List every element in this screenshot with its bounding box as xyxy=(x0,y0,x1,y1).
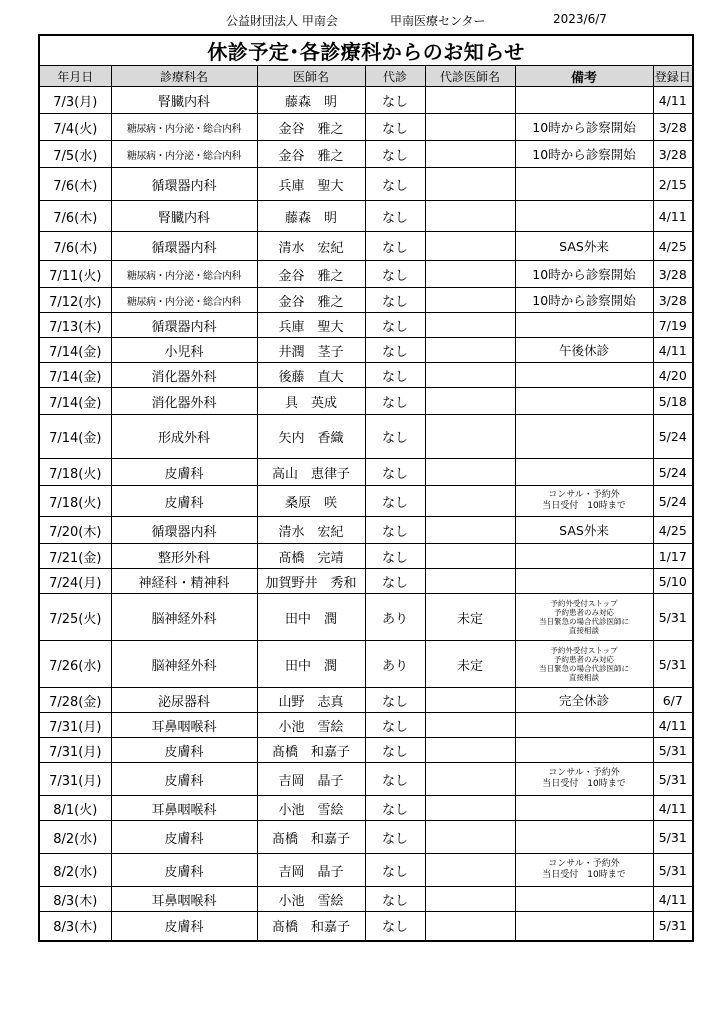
cell-registered: 5/31 xyxy=(653,821,693,854)
cell-substitute-doctor xyxy=(425,232,515,261)
cell-registered: 2/15 xyxy=(653,168,693,201)
cell-registered: 3/28 xyxy=(653,261,693,288)
cell-department: 耳鼻咽喉科 xyxy=(111,713,257,738)
cell-substitute-doctor xyxy=(425,821,515,854)
cell-remarks xyxy=(515,486,653,517)
cell-doctor: 髙橋 和嘉子 xyxy=(257,821,365,854)
cell-substitute: なし xyxy=(365,763,425,796)
cell-department: 耳鼻咽喉科 xyxy=(111,887,257,912)
table-body xyxy=(39,87,693,941)
cell-department: 腎臓内科 xyxy=(111,201,257,232)
remarks-line: 当日緊急の場合代診医師に xyxy=(539,664,629,673)
cell-remarks xyxy=(515,688,653,713)
table-row xyxy=(39,854,693,887)
cell-substitute: なし xyxy=(365,544,425,569)
cell-substitute: なし xyxy=(365,796,425,821)
cell-remarks xyxy=(515,594,653,641)
cell-department: 循環器内科 xyxy=(111,313,257,338)
remarks-line: 当日緊急の場合代診医師に xyxy=(539,617,629,626)
table-row xyxy=(39,796,693,821)
cell-substitute: なし xyxy=(365,313,425,338)
cell-doctor: 髙橋 完靖 xyxy=(257,544,365,569)
cell-substitute-doctor xyxy=(425,313,515,338)
cell-department: 脳神経外科 xyxy=(111,594,257,641)
center-name: 甲南医療センター xyxy=(390,14,486,28)
cell-date: 7/4(火) xyxy=(39,114,111,141)
cell-substitute-doctor xyxy=(425,912,515,941)
cell-substitute: なし xyxy=(365,261,425,288)
cell-substitute: なし xyxy=(365,854,425,887)
table-row xyxy=(39,261,693,288)
cell-registered: 4/25 xyxy=(653,517,693,544)
cell-substitute-doctor: 未定 xyxy=(425,641,515,688)
cell-department: 耳鼻咽喉科 xyxy=(111,796,257,821)
cell-remarks xyxy=(515,569,653,594)
cell-substitute: なし xyxy=(365,114,425,141)
cell-registered: 5/31 xyxy=(653,641,693,688)
cell-department: 糖尿病・内分泌・総合内科 xyxy=(111,288,257,313)
cell-registered: 7/19 xyxy=(653,313,693,338)
cell-date: 7/26(水) xyxy=(39,641,111,688)
remarks-line: 予約患者のみ対応 xyxy=(554,655,614,664)
table-row xyxy=(39,201,693,232)
cell-department: 皮膚科 xyxy=(111,912,257,941)
cell-date: 8/1(火) xyxy=(39,796,111,821)
cell-registered: 1/17 xyxy=(653,544,693,569)
cell-date: 8/2(水) xyxy=(39,854,111,887)
cell-doctor: 清水 宏紀 xyxy=(257,232,365,261)
remarks-line: 当日受付 10時まで xyxy=(542,870,626,880)
cell-substitute-doctor xyxy=(425,738,515,763)
cell-registered: 4/11 xyxy=(653,713,693,738)
cell-date: 7/13(木) xyxy=(39,313,111,338)
cell-department: 皮膚科 xyxy=(111,763,257,796)
remarks-line: SAS外来 xyxy=(559,523,609,538)
cell-department: 皮膚科 xyxy=(111,854,257,887)
cell-registered: 4/11 xyxy=(653,887,693,912)
cell-substitute: なし xyxy=(365,486,425,517)
cell-doctor: 小池 雪絵 xyxy=(257,796,365,821)
cell-substitute: なし xyxy=(365,738,425,763)
cell-date: 7/18(火) xyxy=(39,459,111,486)
table-row xyxy=(39,168,693,201)
cell-remarks xyxy=(515,796,653,821)
cell-substitute: なし xyxy=(365,887,425,912)
cell-registered: 3/28 xyxy=(653,141,693,168)
cell-substitute-doctor xyxy=(425,887,515,912)
cell-substitute-doctor xyxy=(425,363,515,388)
cell-substitute: なし xyxy=(365,517,425,544)
cell-department: 整形外科 xyxy=(111,544,257,569)
cell-substitute: なし xyxy=(365,688,425,713)
cell-doctor: 小池 雪絵 xyxy=(257,713,365,738)
cell-registered: 5/31 xyxy=(653,738,693,763)
cell-doctor: 具 英成 xyxy=(257,388,365,415)
cell-substitute-doctor xyxy=(425,338,515,363)
schedule-table xyxy=(38,34,694,942)
cell-substitute-doctor xyxy=(425,459,515,486)
cell-substitute-doctor: 未定 xyxy=(425,594,515,641)
cell-department: 皮膚科 xyxy=(111,821,257,854)
remarks-line: 午後休診 xyxy=(558,343,609,358)
cell-remarks xyxy=(515,821,653,854)
cell-substitute: なし xyxy=(365,87,425,114)
cell-registered: 5/10 xyxy=(653,569,693,594)
cell-date: 7/31(月) xyxy=(39,738,111,763)
cell-department: 循環器内科 xyxy=(111,232,257,261)
remarks-line: 直接相談 xyxy=(569,673,599,682)
column-header-date: 年月日 xyxy=(39,66,111,87)
cell-doctor: 兵庫 聖大 xyxy=(257,168,365,201)
cell-doctor: 小池 雪絵 xyxy=(257,887,365,912)
table-row xyxy=(39,887,693,912)
cell-department: 皮膚科 xyxy=(111,459,257,486)
cell-substitute: なし xyxy=(365,201,425,232)
cell-substitute: なし xyxy=(365,338,425,363)
cell-remarks xyxy=(515,459,653,486)
remarks-line: 予約外受付ストップ xyxy=(550,646,618,655)
cell-registered: 4/25 xyxy=(653,232,693,261)
cell-date: 7/14(金) xyxy=(39,388,111,415)
cell-registered: 5/24 xyxy=(653,459,693,486)
table-row xyxy=(39,459,693,486)
table-row xyxy=(39,363,693,388)
remarks-line: 予約外受付ストップ xyxy=(550,599,618,608)
cell-substitute: なし xyxy=(365,415,425,459)
cell-substitute-doctor xyxy=(425,796,515,821)
cell-remarks xyxy=(515,388,653,415)
cell-department: 消化器外科 xyxy=(111,363,257,388)
cell-remarks xyxy=(515,87,653,114)
cell-registered: 4/11 xyxy=(653,796,693,821)
cell-registered: 5/31 xyxy=(653,763,693,796)
cell-department: 泌尿器科 xyxy=(111,688,257,713)
cell-substitute-doctor xyxy=(425,713,515,738)
cell-date: 7/11(火) xyxy=(39,261,111,288)
cell-date: 7/18(火) xyxy=(39,486,111,517)
cell-remarks xyxy=(515,713,653,738)
cell-registered: 5/31 xyxy=(653,594,693,641)
document-date: 2023/6/7 xyxy=(553,12,607,26)
cell-substitute-doctor xyxy=(425,688,515,713)
table-row xyxy=(39,388,693,415)
cell-remarks xyxy=(515,313,653,338)
cell-department: 循環器内科 xyxy=(111,517,257,544)
cell-date: 7/5(水) xyxy=(39,141,111,168)
cell-doctor: 矢内 香織 xyxy=(257,415,365,459)
cell-doctor: 加賀野井 秀和 xyxy=(257,569,365,594)
cell-department: 皮膚科 xyxy=(111,738,257,763)
cell-substitute: なし xyxy=(365,232,425,261)
cell-remarks xyxy=(515,201,653,232)
cell-substitute: なし xyxy=(365,821,425,854)
cell-date: 7/6(木) xyxy=(39,168,111,201)
cell-date: 7/31(月) xyxy=(39,713,111,738)
table-row xyxy=(39,114,693,141)
column-header-substitute-doctor: 代診医師名 xyxy=(425,66,515,87)
cell-date: 7/6(木) xyxy=(39,232,111,261)
column-header-registered: 登録日 xyxy=(653,66,693,87)
cell-substitute-doctor xyxy=(425,288,515,313)
remarks-line: 当日受付 10時まで xyxy=(542,501,626,511)
cell-department: 糖尿病・内分泌・総合内科 xyxy=(111,141,257,168)
table-row xyxy=(39,87,693,114)
cell-substitute-doctor xyxy=(425,141,515,168)
cell-doctor: 井潤 茎子 xyxy=(257,338,365,363)
cell-date: 7/6(木) xyxy=(39,201,111,232)
column-header-remarks: 備考 xyxy=(515,66,653,87)
cell-substitute-doctor xyxy=(425,114,515,141)
cell-doctor: 金谷 雅之 xyxy=(257,114,365,141)
remarks-line: 10時から診察開始 xyxy=(532,147,636,162)
cell-date: 7/14(金) xyxy=(39,415,111,459)
cell-substitute-doctor xyxy=(425,569,515,594)
cell-date: 7/14(金) xyxy=(39,363,111,388)
cell-department: 腎臓内科 xyxy=(111,87,257,114)
cell-registered: 5/24 xyxy=(653,415,693,459)
cell-substitute-doctor xyxy=(425,261,515,288)
cell-doctor: 田中 潤 xyxy=(257,594,365,641)
cell-doctor: 藤森 明 xyxy=(257,201,365,232)
cell-date: 7/31(月) xyxy=(39,763,111,796)
table-row xyxy=(39,738,693,763)
cell-remarks xyxy=(515,641,653,688)
cell-date: 7/12(水) xyxy=(39,288,111,313)
cell-remarks xyxy=(515,738,653,763)
cell-substitute-doctor xyxy=(425,168,515,201)
cell-doctor: 桑原 咲 xyxy=(257,486,365,517)
cell-remarks xyxy=(515,141,653,168)
cell-department: 形成外科 xyxy=(111,415,257,459)
cell-doctor: 後藤 直大 xyxy=(257,363,365,388)
table-row xyxy=(39,486,693,517)
table-row xyxy=(39,232,693,261)
cell-substitute-doctor xyxy=(425,854,515,887)
cell-department: 循環器内科 xyxy=(111,168,257,201)
cell-date: 8/3(木) xyxy=(39,912,111,941)
cell-date: 8/2(水) xyxy=(39,821,111,854)
column-header-substitute: 代診 xyxy=(365,66,425,87)
cell-registered: 3/28 xyxy=(653,114,693,141)
cell-remarks xyxy=(515,415,653,459)
cell-remarks xyxy=(515,763,653,796)
cell-registered: 4/11 xyxy=(653,338,693,363)
cell-remarks xyxy=(515,854,653,887)
cell-doctor: 金谷 雅之 xyxy=(257,141,365,168)
cell-department: 皮膚科 xyxy=(111,486,257,517)
table-row xyxy=(39,415,693,459)
table-row xyxy=(39,821,693,854)
cell-doctor: 兵庫 聖大 xyxy=(257,313,365,338)
table-row xyxy=(39,641,693,688)
cell-substitute: なし xyxy=(365,459,425,486)
cell-doctor: 高山 恵律子 xyxy=(257,459,365,486)
cell-registered: 6/7 xyxy=(653,688,693,713)
cell-doctor: 藤森 明 xyxy=(257,87,365,114)
cell-registered: 5/31 xyxy=(653,854,693,887)
cell-doctor: 田中 潤 xyxy=(257,641,365,688)
cell-date: 7/21(金) xyxy=(39,544,111,569)
cell-remarks xyxy=(515,544,653,569)
table-row xyxy=(39,688,693,713)
document-header xyxy=(0,12,724,32)
cell-department: 糖尿病・内分泌・総合内科 xyxy=(111,261,257,288)
cell-substitute-doctor xyxy=(425,763,515,796)
cell-registered: 5/18 xyxy=(653,388,693,415)
table-row xyxy=(39,544,693,569)
cell-department: 脳神経外科 xyxy=(111,641,257,688)
cell-registered: 4/11 xyxy=(653,87,693,114)
cell-registered: 5/24 xyxy=(653,486,693,517)
cell-remarks xyxy=(515,288,653,313)
remarks-line: コンサル・予約外 xyxy=(548,490,620,500)
remarks-line: コンサル・予約外 xyxy=(548,859,620,869)
cell-substitute-doctor xyxy=(425,388,515,415)
table-row xyxy=(39,763,693,796)
cell-department: 糖尿病・内分泌・総合内科 xyxy=(111,114,257,141)
table-row xyxy=(39,141,693,168)
cell-date: 7/14(金) xyxy=(39,338,111,363)
cell-substitute-doctor xyxy=(425,87,515,114)
cell-doctor: 吉岡 晶子 xyxy=(257,854,365,887)
cell-substitute: なし xyxy=(365,912,425,941)
remarks-line: 予約患者のみ対応 xyxy=(554,608,614,617)
remarks-line: 完全休診 xyxy=(558,693,609,708)
cell-remarks xyxy=(515,232,653,261)
table-row xyxy=(39,313,693,338)
cell-remarks xyxy=(515,363,653,388)
remarks-line: 10時から診察開始 xyxy=(532,293,636,308)
cell-remarks xyxy=(515,338,653,363)
cell-remarks xyxy=(515,912,653,941)
remarks-line: 10時から診察開始 xyxy=(532,120,636,135)
cell-doctor: 髙橋 和嘉子 xyxy=(257,912,365,941)
remarks-line: SAS外来 xyxy=(559,239,609,254)
cell-substitute: あり xyxy=(365,594,425,641)
remarks-line: 当日受付 10時まで xyxy=(542,779,626,789)
organization-name: 公益財団法人 甲南会 xyxy=(226,14,338,28)
cell-substitute: なし xyxy=(365,388,425,415)
cell-substitute: なし xyxy=(365,141,425,168)
table-row xyxy=(39,713,693,738)
cell-substitute: なし xyxy=(365,363,425,388)
cell-doctor: 金谷 雅之 xyxy=(257,261,365,288)
cell-substitute-doctor xyxy=(425,486,515,517)
column-header-row xyxy=(39,66,693,87)
cell-doctor: 吉岡 晶子 xyxy=(257,763,365,796)
cell-date: 7/25(火) xyxy=(39,594,111,641)
cell-remarks xyxy=(515,887,653,912)
cell-remarks xyxy=(515,168,653,201)
cell-substitute: なし xyxy=(365,713,425,738)
cell-substitute-doctor xyxy=(425,544,515,569)
cell-registered: 5/31 xyxy=(653,912,693,941)
remarks-line: 直接相談 xyxy=(569,626,599,635)
table-row xyxy=(39,594,693,641)
cell-substitute: あり xyxy=(365,641,425,688)
cell-remarks xyxy=(515,261,653,288)
cell-date: 7/3(月) xyxy=(39,87,111,114)
remarks-line: 10時から診察開始 xyxy=(532,267,636,282)
table-row xyxy=(39,569,693,594)
document-title: 休診予定･各診療科からのお知らせ xyxy=(39,35,693,66)
cell-remarks xyxy=(515,517,653,544)
cell-substitute-doctor xyxy=(425,201,515,232)
cell-substitute: なし xyxy=(365,569,425,594)
cell-remarks xyxy=(515,114,653,141)
cell-doctor: 山野 志真 xyxy=(257,688,365,713)
cell-date: 7/28(金) xyxy=(39,688,111,713)
cell-registered: 4/11 xyxy=(653,201,693,232)
cell-doctor: 清水 宏紀 xyxy=(257,517,365,544)
column-header-doctor: 医師名 xyxy=(257,66,365,87)
cell-date: 7/20(木) xyxy=(39,517,111,544)
cell-substitute-doctor xyxy=(425,517,515,544)
table-row xyxy=(39,338,693,363)
remarks-line: コンサル・予約外 xyxy=(548,768,620,778)
column-header-department: 診療科名 xyxy=(111,66,257,87)
cell-department: 消化器外科 xyxy=(111,388,257,415)
cell-substitute: なし xyxy=(365,168,425,201)
cell-date: 8/3(木) xyxy=(39,887,111,912)
cell-substitute-doctor xyxy=(425,415,515,459)
table-row xyxy=(39,288,693,313)
cell-doctor: 髙橋 和嘉子 xyxy=(257,738,365,763)
cell-department: 神経科・精神科 xyxy=(111,569,257,594)
cell-registered: 4/20 xyxy=(653,363,693,388)
cell-substitute: なし xyxy=(365,288,425,313)
cell-department: 小児科 xyxy=(111,338,257,363)
cell-registered: 3/28 xyxy=(653,288,693,313)
cell-doctor: 金谷 雅之 xyxy=(257,288,365,313)
cell-date: 7/24(月) xyxy=(39,569,111,594)
table-row xyxy=(39,517,693,544)
table-row xyxy=(39,912,693,941)
